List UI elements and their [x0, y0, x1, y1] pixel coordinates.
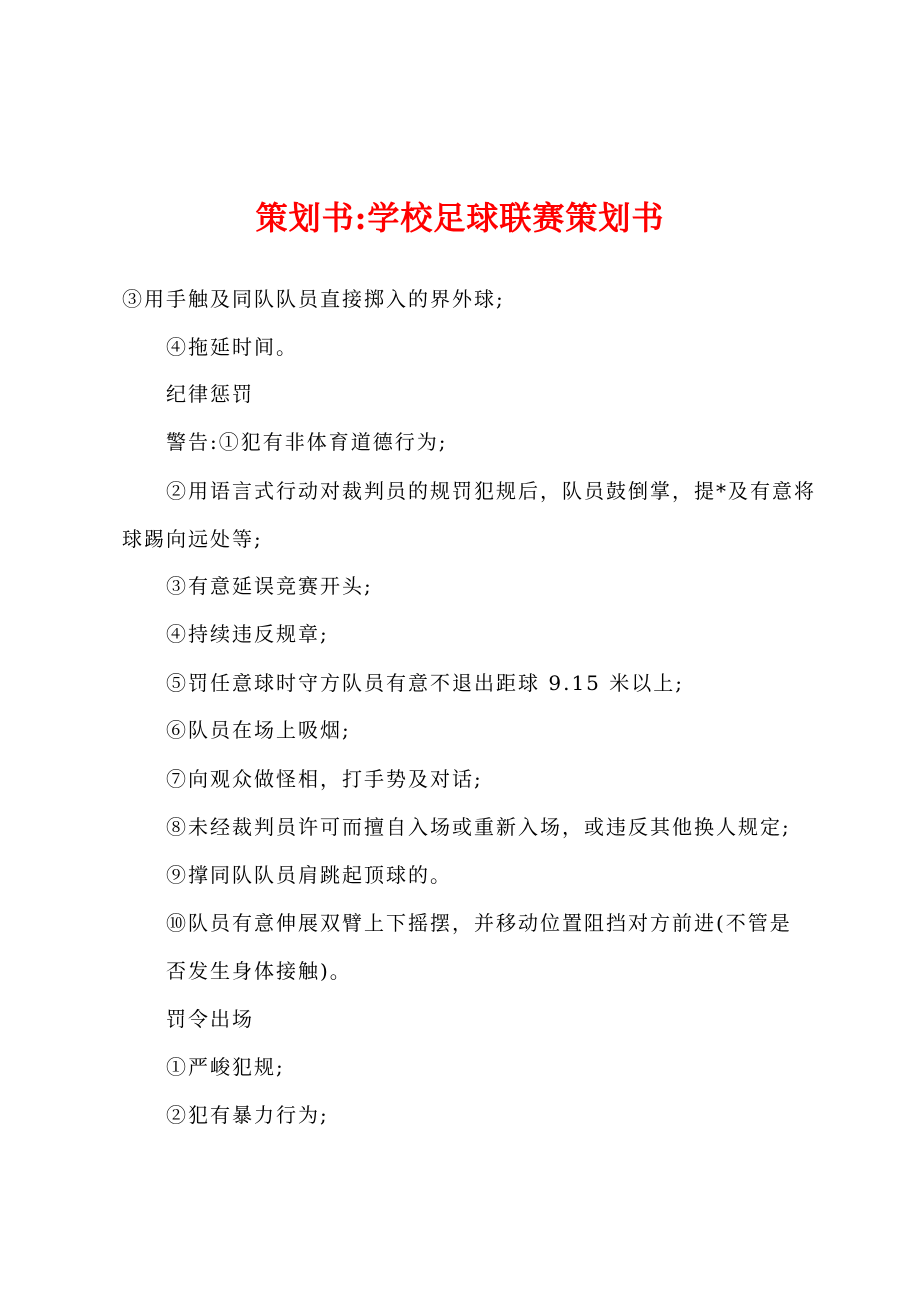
section-heading: 罚令出场: [166, 1007, 254, 1031]
body-line: ⑥队员在场上吸烟;: [166, 718, 351, 742]
body-line: ④持续违反规章;: [166, 622, 329, 646]
body-line: ⑧未经裁判员许可而擅自入场或重新入场，或违反其他换人规定;: [166, 815, 791, 839]
body-line: ③用手触及同队队员直接掷入的界外球;: [122, 287, 505, 311]
body-line: ③有意延误竞赛开头;: [166, 574, 373, 598]
body-line: ⑦向观众做怪相，打手势及对话;: [166, 767, 483, 791]
body-line: ②犯有暴力行为;: [166, 1103, 329, 1127]
body-line: ①严峻犯规;: [166, 1055, 285, 1079]
document-title: 策划书:学校足球联赛策划书: [255, 199, 665, 237]
body-line: 否发生身体接触)。: [166, 959, 352, 983]
section-heading: 纪律惩罚: [166, 382, 254, 406]
body-line: ②用语言式行动对裁判员的规罚犯规后，队员鼓倒掌，提*及有意将: [166, 479, 816, 503]
body-line: ④拖延时间。: [166, 335, 298, 359]
body-line: ⑤罚任意球时守方队员有意不退出距球 9.15 米以上;: [166, 671, 684, 695]
body-line: ⑨撑同队队员肩跳起顶球的。: [166, 863, 452, 887]
body-line: 球踢向远处等;: [122, 527, 263, 551]
body-line: 警告:①犯有非体育道德行为;: [166, 430, 448, 454]
body-line: ⑩队员有意伸展双臂上下摇摆，并移动位置阻挡对方前进(不管是: [166, 911, 792, 935]
